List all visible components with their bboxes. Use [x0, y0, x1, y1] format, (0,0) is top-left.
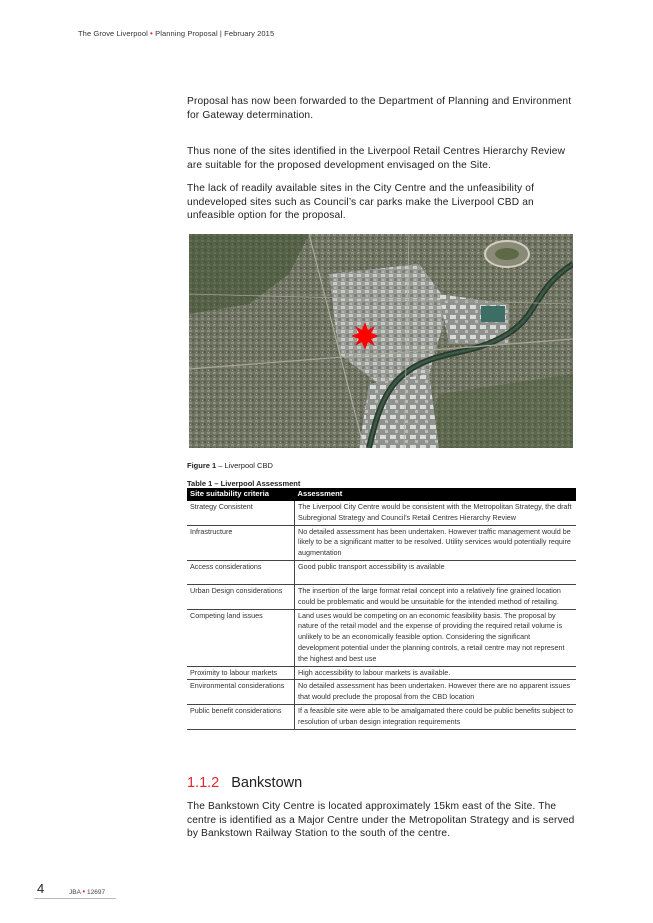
assessment-cell: No detailed assessment has been undertaken. However there are no apparent issues that would preclude the proposal from the CBD location [295, 680, 577, 705]
criteria-cell: Access considerations [187, 560, 295, 584]
footer-code: 12697 [87, 889, 106, 896]
aerial-photo [189, 234, 573, 448]
table-title: Table 1 – Liverpool Assessment [187, 479, 301, 488]
paragraph-gateway: Proposal has now been forwarded to the Department of Planning and Environment for Gateway determination. [187, 96, 572, 121]
liverpool-cbd-aerial-map [189, 234, 573, 448]
section-title: Bankstown [231, 775, 303, 791]
paragraph-cbd-unfeasible: The lack of readily available sites in the City Centre and the unfeasibility of undeveloped sites such as Council’s car parks make the Liverpool CBD an unfeasible option for the proposal. [187, 183, 535, 221]
table-row [187, 560, 576, 584]
table-row [187, 525, 576, 560]
table-row [187, 666, 576, 680]
running-header [78, 29, 274, 38]
figure-caption [187, 461, 273, 470]
table-header-row [187, 488, 576, 501]
assessment-cell: Land uses would be competing on an economic feasibility basis. The proposal by nature of the retail model and the expense of providing the required retail volume is unlikely to be an economically feasible option. Considering the significant development potential under the planning controls, a retail centre may not represent the highest and best use [295, 609, 577, 666]
assessment-cell: No detailed assessment has been undertaken. However traffic management would be likely to be a significant matter to be resolved. Utility services would potentially require augmentation [295, 525, 577, 560]
table-row [187, 584, 576, 609]
header-doc-title: Planning Proposal | February 2015 [155, 29, 275, 38]
criteria-cell: Strategy Consistent [187, 501, 295, 525]
assessment-table [187, 488, 576, 730]
paragraph-sites-unsuitable: Thus none of the sites identified in the Liverpool Retail Centres Hierarchy Review are suitable for the proposed development envisaged on the Site. [187, 146, 566, 171]
table-row [187, 501, 576, 525]
figure-label: Figure 1 [187, 461, 217, 470]
site-star-marker [351, 322, 379, 350]
header-separator-dot: • [150, 29, 153, 38]
header-doc-name: The Grove Liverpool [78, 29, 148, 38]
section-number: 1.1.2 [187, 775, 220, 791]
footer-company: JBA [69, 889, 81, 896]
assessment-cell: If a feasible site were able to be amalgamated there could be public benefits subject to resolution of urban design integration requirements [295, 704, 577, 729]
criteria-cell: Environmental considerations [187, 680, 295, 705]
criteria-cell: Proximity to labour markets [187, 666, 295, 680]
assessment-cell: The Liverpool City Centre would be consistent with the Metropolitan Strategy, the draft Subregional Strategy and Council’s Retail Centres Hierarchy Review [295, 501, 577, 525]
footer-ref [69, 887, 105, 896]
figure-dash: – [216, 461, 225, 470]
footer-separator-dot: • [82, 887, 86, 896]
header-assessment: Assessment [295, 488, 577, 501]
assessment-cell: The insertion of the large format retail concept into a relatively fine grained location could be problematic and would be unsuitable for the intended method of retailing. [295, 584, 577, 609]
figure-text: Liverpool CBD [224, 461, 273, 470]
section-heading [187, 775, 302, 791]
criteria-cell: Public benefit considerations [187, 704, 295, 729]
criteria-cell: Urban Design considerations [187, 584, 295, 609]
assessment-cell: Good public transport accessibility is available [295, 560, 577, 584]
criteria-cell: Infrastructure [187, 525, 295, 560]
assessment-cell: High accessibility to labour markets is available. [295, 666, 577, 680]
page-number: 4 [37, 881, 45, 896]
table-row [187, 680, 576, 705]
table-row [187, 704, 576, 729]
criteria-cell: Competing land issues [187, 609, 295, 666]
table-row [187, 609, 576, 666]
header-criteria: Site suitability criteria [187, 488, 295, 501]
footer-divider [34, 898, 116, 899]
paragraph-bankstown: The Bankstown City Centre is located approximately 15km east of the Site. The centre is identified as a Major Centre under the Metropolitan Strategy and is served by Bankstown Railway Station to the south of the centre. [187, 801, 575, 839]
